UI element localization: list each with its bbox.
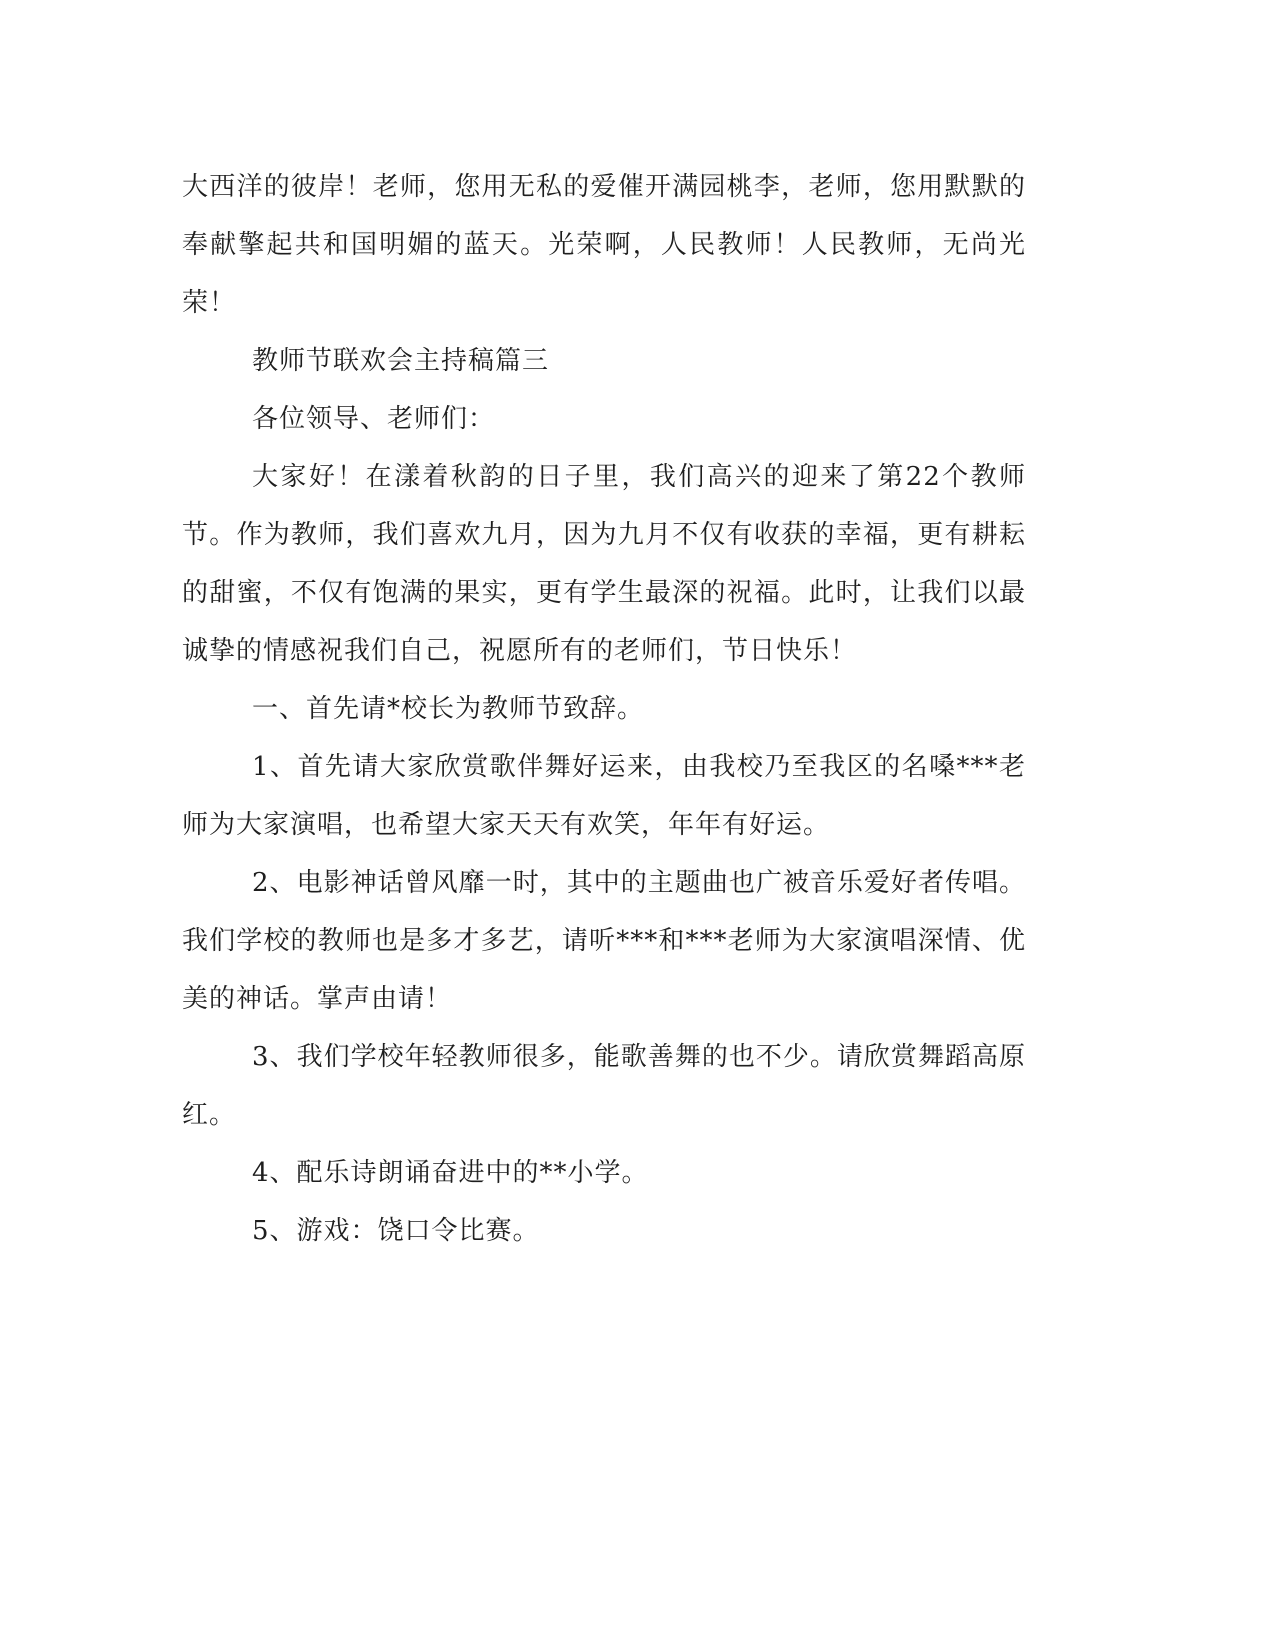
paragraph-closing-praise: 大西洋的彼岸！老师，您用无私的爱催开满园桃李，老师，您用默默的奉献擎起共和国明媚的蓝天。光荣啊，人民教师！人民教师，无尚光荣！ [182,172,1026,318]
program-item-2: 1、首先请大家欣赏歌伴舞好运来，由我校乃至我区的名嗓***老师为大家演唱，也希望大家天天有欢笑，年年有好运。 [182,752,1026,840]
program-item-6: 5、游戏：饶口令比赛。 [252,1216,540,1246]
program-item-5: 4、配乐诗朗诵奋进中的**小学。 [252,1158,649,1188]
program-item-3: 2、电影神话曾风靡一时，其中的主题曲也广被音乐爱好者传唱。我们学校的教师也是多才多艺，请听***和***老师为大家演唱深情、优美的神话。掌声由请！ [182,868,1026,1014]
document-body [182,158,1026,1260]
program-item-1: 一、首先请*校长为教师节致辞。 [252,694,645,724]
program-item-4: 3、我们学校年轻教师很多，能歌善舞的也不少。请欣赏舞蹈高原红。 [182,1042,1026,1130]
salutation: 各位领导、老师们： [252,404,496,434]
section-title: 教师节联欢会主持稿篇三 [252,346,550,376]
paragraph-opening: 大家好！在漾着秋韵的日子里，我们高兴的迎来了第22个教师节。作为教师，我们喜欢九月，因为九月不仅有收获的幸福，更有耕耘的甜蜜，不仅有饱满的果实，更有学生最深的祝福。此时，让我们以最诚挚的情感祝我们自己，祝愿所有的老师们，节日快乐！ [182,462,1026,666]
